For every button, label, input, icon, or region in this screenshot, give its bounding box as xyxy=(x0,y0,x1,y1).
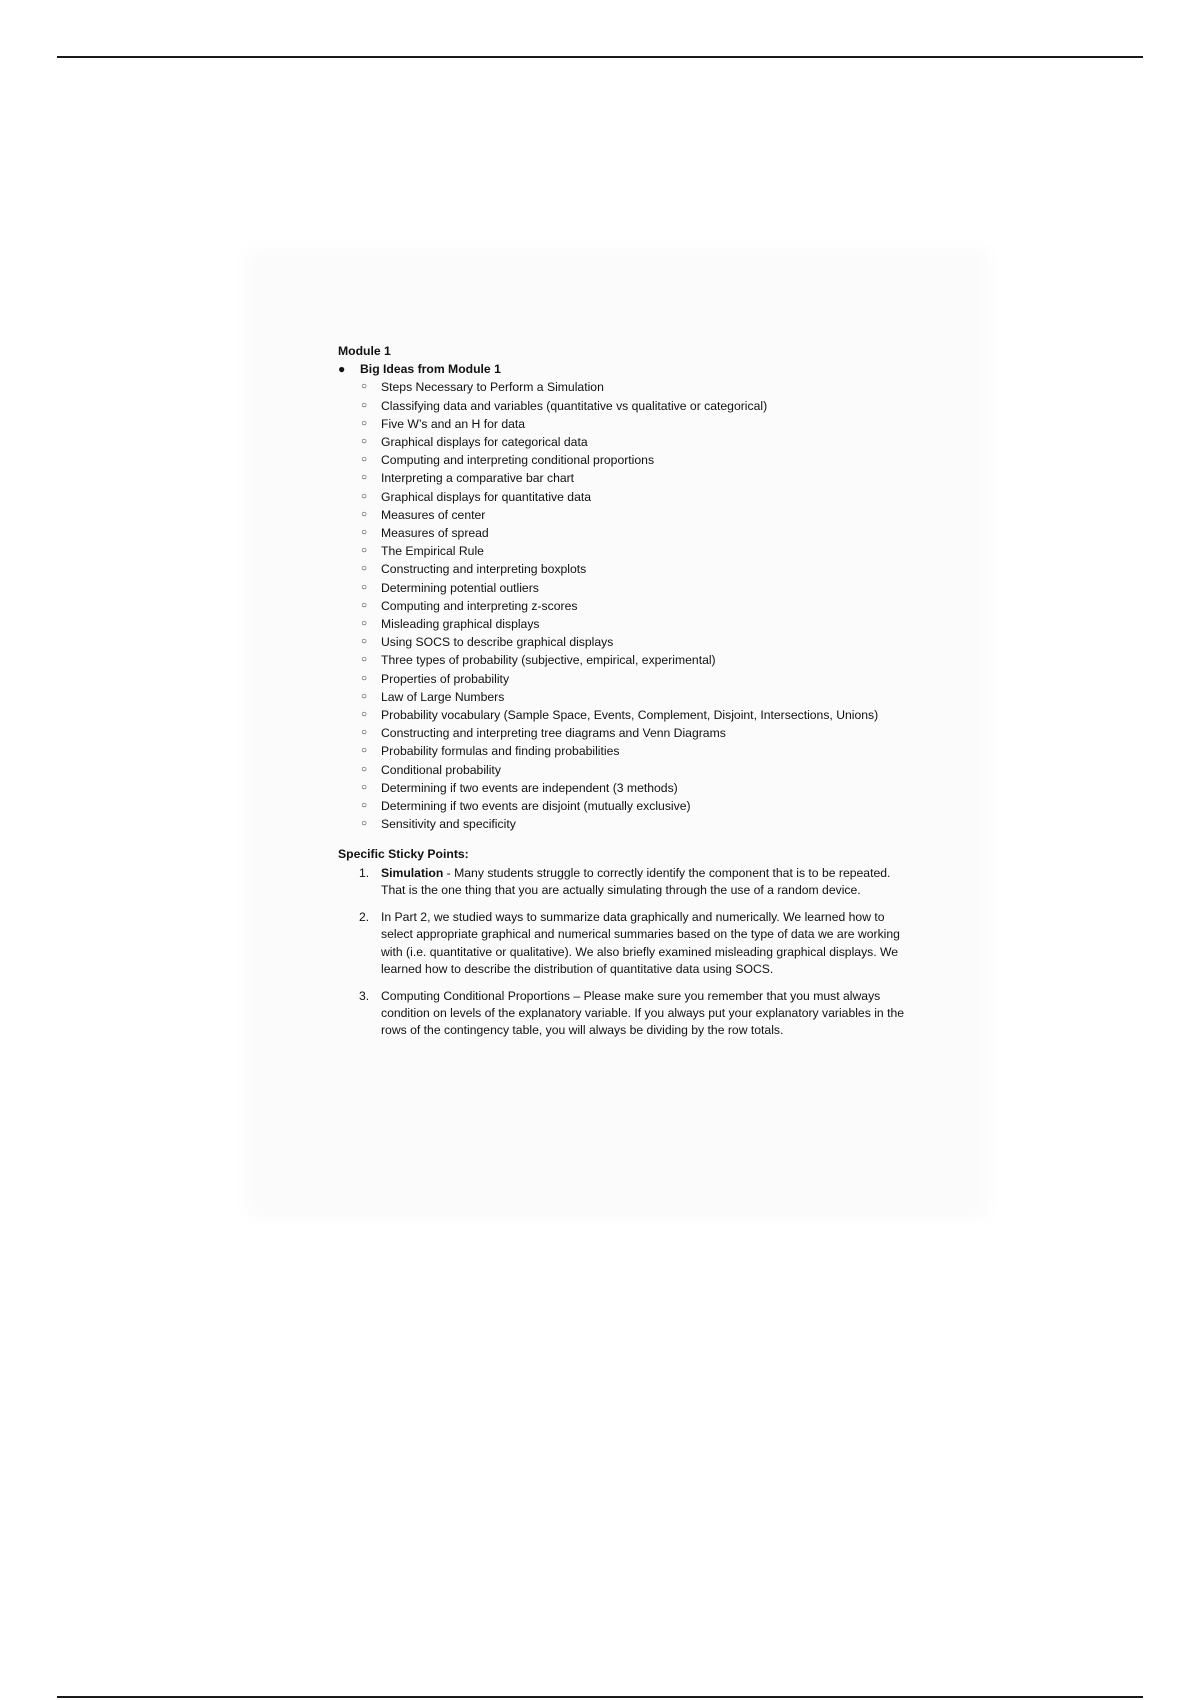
circle-bullet-icon: ○ xyxy=(361,545,368,557)
list-item: ○ Probability formulas and finding probabilities xyxy=(338,742,908,760)
circle-bullet-icon: ○ xyxy=(361,763,368,775)
sticky-point-item xyxy=(338,988,908,1040)
list-item: ○ Sensitivity and specificity xyxy=(338,815,908,833)
list-item: ○ Steps Necessary to Perform a Simulation xyxy=(338,378,908,396)
circle-bullet-icon: ○ xyxy=(361,727,368,739)
circle-bullet-icon: ○ xyxy=(361,690,368,702)
circle-bullet-icon: ○ xyxy=(361,800,368,812)
bullet-icon: ● xyxy=(338,362,346,377)
circle-bullet-icon: ○ xyxy=(361,818,368,830)
list-item: ○ Probability vocabulary (Sample Space, Events, Complement, Disjoint, Intersections, Unions) xyxy=(338,706,908,724)
circle-bullet-icon: ○ xyxy=(361,781,368,793)
item-number: 3. xyxy=(359,988,370,1003)
item-number: 1. xyxy=(359,865,370,880)
list-item: ○ Computing and interpreting z-scores xyxy=(338,597,908,615)
circle-bullet-icon: ○ xyxy=(361,508,368,520)
document-content xyxy=(338,342,908,1050)
circle-bullet-icon: ○ xyxy=(361,618,368,630)
top-rule xyxy=(57,56,1143,58)
circle-bullet-icon: ○ xyxy=(361,454,368,466)
list-item: ○ Interpreting a comparative bar chart xyxy=(338,469,908,487)
list-item: ○ Using SOCS to describe graphical displays xyxy=(338,633,908,651)
list-item: ○ Three types of probability (subjective, empirical, experimental) xyxy=(338,651,908,669)
list-item: ○ Graphical displays for categorical data xyxy=(338,433,908,451)
list-item: ○ Determining potential outliers xyxy=(338,579,908,597)
circle-bullet-icon: ○ xyxy=(361,436,368,448)
item-lead: Simulation xyxy=(381,865,444,880)
sticky-point-item xyxy=(338,909,908,978)
circle-bullet-icon: ○ xyxy=(361,472,368,484)
list-item: ○ Graphical displays for quantitative data xyxy=(338,488,908,506)
item-text: Computing Conditional Proportions – Please make sure you remember that you must always condition on levels of the explanatory variable. If you always put your explanatory variables in the rows of the contingency table, you will always be dividing by the row totals. xyxy=(381,988,905,1038)
item-text: In Part 2, we studied ways to summarize data graphically and numerically. We learned how to select appropriate graphical and numerical summaries based on the type of data we are working with (i.e. quantitative or qualitative). We also briefly examined misleading graphical displays. We learned how to describe the distribution of quantitative data using SOCS. xyxy=(381,910,900,976)
list-item: ○ The Empirical Rule xyxy=(338,542,908,560)
list-item: ○ Determining if two events are disjoint (mutually exclusive) xyxy=(338,797,908,815)
list-item: ○ Computing and interpreting conditional proportions xyxy=(338,451,908,469)
list-item: ○ Law of Large Numbers xyxy=(338,688,908,706)
circle-bullet-icon: ○ xyxy=(361,527,368,539)
circle-bullet-icon: ○ xyxy=(361,399,368,411)
list-item: ○ Properties of probability xyxy=(338,670,908,688)
list-item: ○ Determining if two events are independent (3 methods) xyxy=(338,779,908,797)
circle-bullet-icon: ○ xyxy=(361,563,368,575)
circle-bullet-icon: ○ xyxy=(361,636,368,648)
list-item: ○ Misleading graphical displays xyxy=(338,615,908,633)
list-item: ○ Constructing and interpreting tree diagrams and Venn Diagrams xyxy=(338,724,908,742)
big-ideas-list xyxy=(338,378,908,833)
list-item: ○ Constructing and interpreting boxplots xyxy=(338,560,908,578)
circle-bullet-icon: ○ xyxy=(361,417,368,429)
list-item: ○ Five W’s and an H for data xyxy=(338,415,908,433)
big-ideas-bullet xyxy=(338,360,908,378)
circle-bullet-icon: ○ xyxy=(361,709,368,721)
list-item: ○ Measures of center xyxy=(338,506,908,524)
circle-bullet-icon: ○ xyxy=(361,672,368,684)
list-item: ○ Conditional probability xyxy=(338,761,908,779)
circle-bullet-icon: ○ xyxy=(361,654,368,666)
module-title: Module 1 xyxy=(338,344,391,358)
circle-bullet-icon: ○ xyxy=(361,599,368,611)
list-item: ○ Measures of spread xyxy=(338,524,908,542)
circle-bullet-icon: ○ xyxy=(361,381,368,393)
item-number: 2. xyxy=(359,910,370,925)
sticky-points-heading: Specific Sticky Points: xyxy=(338,847,469,862)
big-ideas-heading: Big Ideas from Module 1 xyxy=(360,362,501,377)
circle-bullet-icon: ○ xyxy=(361,490,368,502)
circle-bullet-icon: ○ xyxy=(361,745,368,757)
bottom-rule xyxy=(57,1696,1143,1698)
list-item: ○ Classifying data and variables (quantitative vs qualitative or categorical) xyxy=(338,397,908,415)
sticky-points-list xyxy=(338,865,908,1040)
circle-bullet-icon: ○ xyxy=(361,581,368,593)
sticky-point-item xyxy=(338,865,908,899)
item-text: - Many students struggle to correctly identify the component that is to be repeated. That is the one thing that you are actually simulating through the use of a random device. xyxy=(381,865,891,897)
